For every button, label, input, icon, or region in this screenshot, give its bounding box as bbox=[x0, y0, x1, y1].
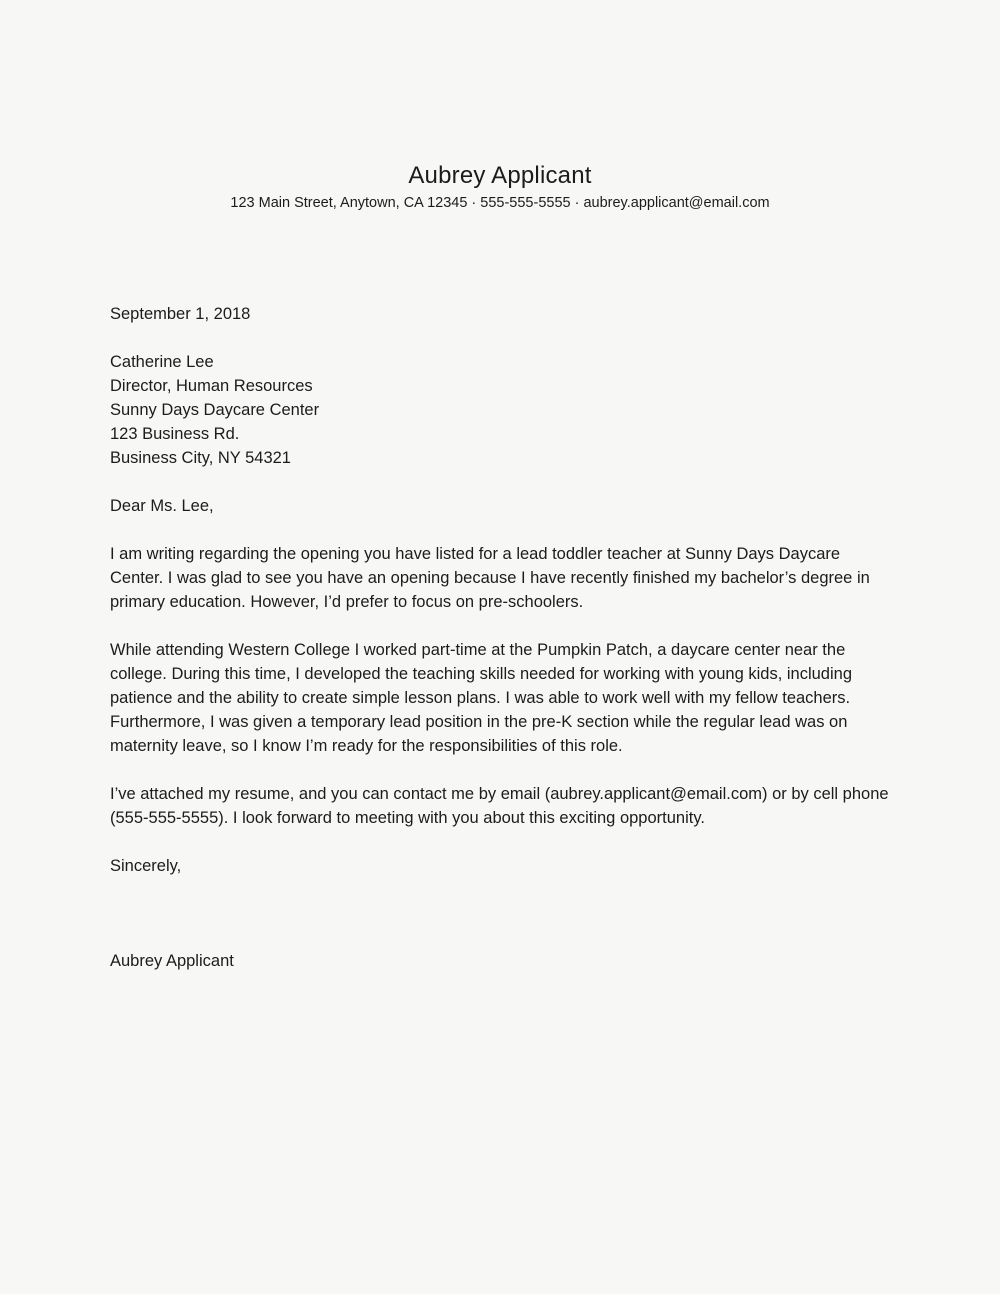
signature-name: Aubrey Applicant bbox=[110, 952, 234, 970]
letter-body bbox=[110, 302, 895, 973]
sender-name: Aubrey Applicant bbox=[408, 162, 592, 189]
paragraph-experience: While attending Western College I worked part-time at the Pumpkin Patch, a daycare center near the college. During this time, I developed the teaching skills needed for working with young kids, including patience and the ability to create simple lesson plans. I was able to work well with my fellow teachers. Furthermore, I was given a temporary lead position in the pre-K section while the regular lead was on maternity leave, so I know I’m ready for the responsibilities of this role. bbox=[110, 641, 853, 755]
recipient-block bbox=[110, 350, 895, 470]
recipient-title: Director, Human Resources bbox=[110, 377, 313, 395]
letter-date: September 1, 2018 bbox=[110, 305, 251, 323]
paragraph-contact: I’ve attached my resume, and you can contact me by email (aubrey.applicant@email.com) or by cell phone (555-555-5555). I look forward to meeting with you about this exciting opportunity. bbox=[110, 785, 889, 827]
letter-header bbox=[0, 0, 1000, 212]
recipient-city: Business City, NY 54321 bbox=[110, 449, 291, 467]
closing: Sincerely, bbox=[110, 857, 182, 875]
salutation: Dear Ms. Lee, bbox=[110, 497, 214, 515]
recipient-company: Sunny Days Daycare Center bbox=[110, 401, 320, 419]
recipient-street: 123 Business Rd. bbox=[110, 425, 240, 443]
sender-contact-line: 123 Main Street, Anytown, CA 12345 · 555-555-5555 · aubrey.applicant@email.com bbox=[230, 195, 770, 211]
paragraph-intro: I am writing regarding the opening you have listed for a lead toddler teacher at Sunny Days Daycare Center. I was glad to see you have an opening because I have recently finished my bachelor’s degree in primary education. However, I’d prefer to focus on pre-schoolers. bbox=[110, 545, 870, 611]
recipient-name: Catherine Lee bbox=[110, 353, 214, 371]
